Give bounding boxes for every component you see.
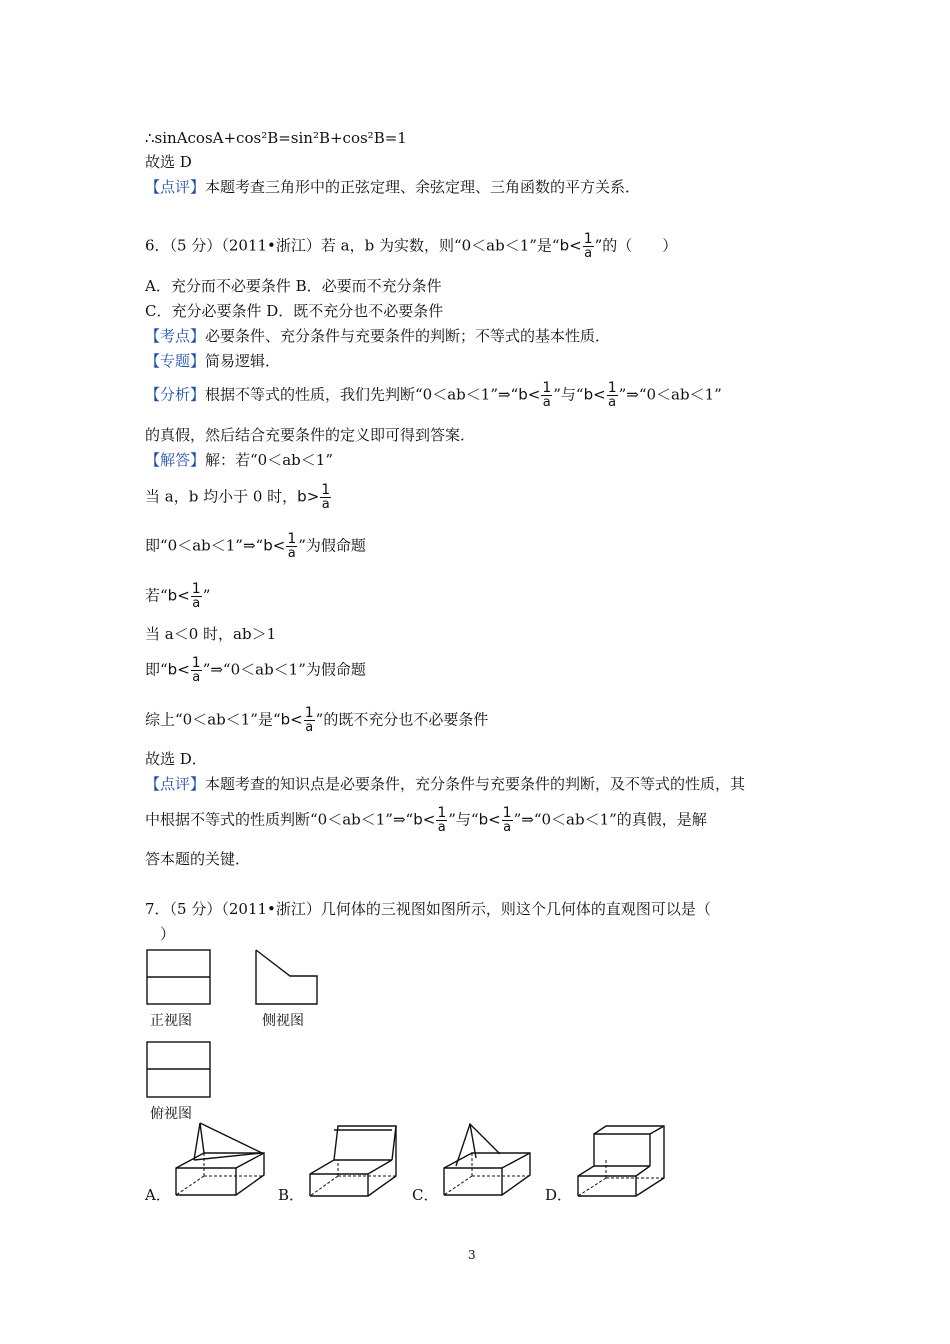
frac-den: a — [437, 820, 446, 835]
q6-options-2: C．充分必要条件 D．既不充分也不必要条件 — [145, 302, 444, 320]
fenxi-text: 根据不等式的性质，我们先判断“0＜ab＜1”⇒“ — [205, 385, 519, 404]
solution-text: ”⇒“0＜ab＜1”为假命题 — [202, 660, 366, 679]
zhuanti-line — [145, 351, 280, 371]
question-7-stem-close: ） — [160, 925, 176, 943]
fenxi-text: ”⇒“0＜ab＜1” — [618, 385, 722, 404]
solution-line — [145, 583, 210, 610]
stem-text: 6．（5 分）（2011•浙江）若 a，b 为实数，则“0＜ab＜1”是“ — [145, 236, 560, 255]
option-b-label: B． — [278, 1186, 305, 1204]
frac-den: a — [192, 670, 201, 685]
frac-num: 1 — [191, 655, 201, 671]
fraction — [541, 382, 552, 409]
page-number: 3 — [468, 1248, 476, 1262]
dianping-text: 中根据不等式的性质判断“0＜ab＜1”⇒“ — [145, 810, 414, 829]
frac-den: a — [192, 596, 201, 611]
top-view-figure — [146, 1041, 212, 1099]
dianping-line-2 — [145, 807, 707, 834]
dianping-text: ”⇒“0＜ab＜1”的真假，是解 — [513, 810, 707, 829]
fraction — [436, 807, 447, 834]
side-view-caption: 侧视图 — [262, 1013, 304, 1029]
frac-num: 1 — [191, 581, 201, 597]
fraction — [583, 233, 594, 260]
math-lhs: b< — [559, 236, 582, 255]
option-b-figure — [306, 1122, 401, 1202]
fraction — [191, 583, 202, 610]
frac-den: a — [503, 820, 512, 835]
solution-line — [145, 484, 332, 511]
frac-num: 1 — [607, 380, 617, 396]
math-lhs: b> — [297, 487, 320, 506]
dianping-tag: 【点评】 — [145, 775, 206, 793]
q6-options-1: A．充分而不必要条件 B．必要而不充分条件 — [145, 277, 442, 295]
top-view-caption: 俯视图 — [150, 1106, 192, 1122]
frac-den: a — [287, 546, 296, 561]
comment-text: 本题考查三角形中的正弦定理、余弦定理、三角函数的平方关系． — [205, 178, 641, 196]
option-d-figure — [574, 1122, 669, 1202]
fraction — [502, 807, 513, 834]
math-lhs: b< — [167, 660, 190, 679]
frac-den: a — [608, 395, 617, 410]
jieda-tag: 【解答】 — [145, 451, 206, 469]
fenxi-line — [145, 382, 722, 409]
frac-den: a — [542, 395, 551, 410]
fenxi-line-2: 的真假，然后结合充要条件的定义即可得到答案． — [145, 426, 476, 444]
dianping-line-3: 答本题的关键． — [145, 850, 251, 868]
frac-num: 1 — [583, 231, 593, 247]
solution-text: 若“ — [145, 586, 168, 605]
comment-line — [145, 177, 640, 197]
kaodian-text: 必要条件、充分条件与充要条件的判断；不等式的基本性质． — [205, 327, 611, 345]
question-6-stem — [145, 233, 677, 260]
math-lhs: b< — [263, 536, 286, 555]
fraction — [191, 657, 202, 684]
solution-text: ”为假命题 — [298, 536, 366, 555]
text-line: ∴sinAcosA+cos²B=sin²B+cos²B=1 — [145, 129, 407, 147]
kaodian-line — [145, 326, 610, 346]
option-c-figure — [440, 1120, 535, 1200]
math-lhs: b< — [583, 385, 606, 404]
solution-text: ” — [202, 586, 211, 605]
math-lhs: b< — [167, 586, 190, 605]
side-view-figure — [254, 948, 320, 1006]
kaodian-tag: 【考点】 — [145, 327, 206, 345]
fraction — [304, 707, 315, 734]
comment-tag: 【点评】 — [145, 178, 206, 196]
stem-text: ”的（ ） — [594, 236, 678, 255]
fraction — [607, 382, 618, 409]
frac-num: 1 — [437, 805, 447, 821]
math-lhs: b< — [413, 810, 436, 829]
frac-num: 1 — [502, 805, 512, 821]
dianping-text: 本题考查的知识点是必要条件，充分条件与充要条件的判断，及不等式的性质，其 — [205, 775, 746, 793]
option-c-label: C． — [412, 1186, 439, 1204]
fraction — [320, 484, 331, 511]
question-7-stem: 7．（5 分）（2011•浙江）几何体的三视图如图所示，则这个几何体的直观图可以是（ — [145, 900, 711, 918]
solution-text: ”的既不充分也不必要条件 — [315, 710, 489, 729]
option-a-label: A． — [145, 1186, 171, 1204]
option-d-label: D． — [545, 1186, 573, 1204]
fenxi-tag: 【分析】 — [145, 385, 206, 404]
solution-line — [145, 533, 366, 560]
math-lhs: b< — [518, 385, 541, 404]
dianping-text: ”与“ — [448, 810, 479, 829]
option-a-figure — [172, 1120, 267, 1200]
jieda-text: 解：若“0＜ab＜1” — [205, 451, 333, 469]
frac-num: 1 — [304, 705, 314, 721]
frac-den: a — [584, 246, 593, 261]
jieda-line — [145, 450, 333, 470]
fraction — [286, 533, 297, 560]
solution-text: 当 a，b 均小于 0 时， — [145, 487, 298, 506]
frac-den: a — [321, 497, 330, 512]
frac-num: 1 — [542, 380, 552, 396]
solution-text: 即“ — [145, 660, 168, 679]
text-line: 故选 D — [145, 153, 192, 171]
solution-line: 故选 D． — [145, 750, 207, 768]
frac-num: 1 — [321, 482, 331, 498]
frac-num: 1 — [287, 531, 297, 547]
zhuanti-tag: 【专题】 — [145, 352, 206, 370]
math-lhs: b< — [478, 810, 501, 829]
front-view-caption: 正视图 — [150, 1013, 192, 1029]
dianping-line — [145, 774, 745, 794]
solution-line — [145, 707, 488, 734]
frac-den: a — [305, 720, 314, 735]
solution-text: 即“0＜ab＜1”⇒“ — [145, 536, 264, 555]
solution-line: 当 a＜0 时，ab＞1 — [145, 625, 277, 643]
solution-text: 综上“0＜ab＜1”是“ — [145, 710, 281, 729]
math-lhs: b< — [280, 710, 303, 729]
front-view-figure — [146, 949, 212, 1005]
solution-line — [145, 657, 366, 684]
fenxi-text: ”与“ — [553, 385, 584, 404]
zhuanti-text: 简易逻辑． — [205, 352, 281, 370]
